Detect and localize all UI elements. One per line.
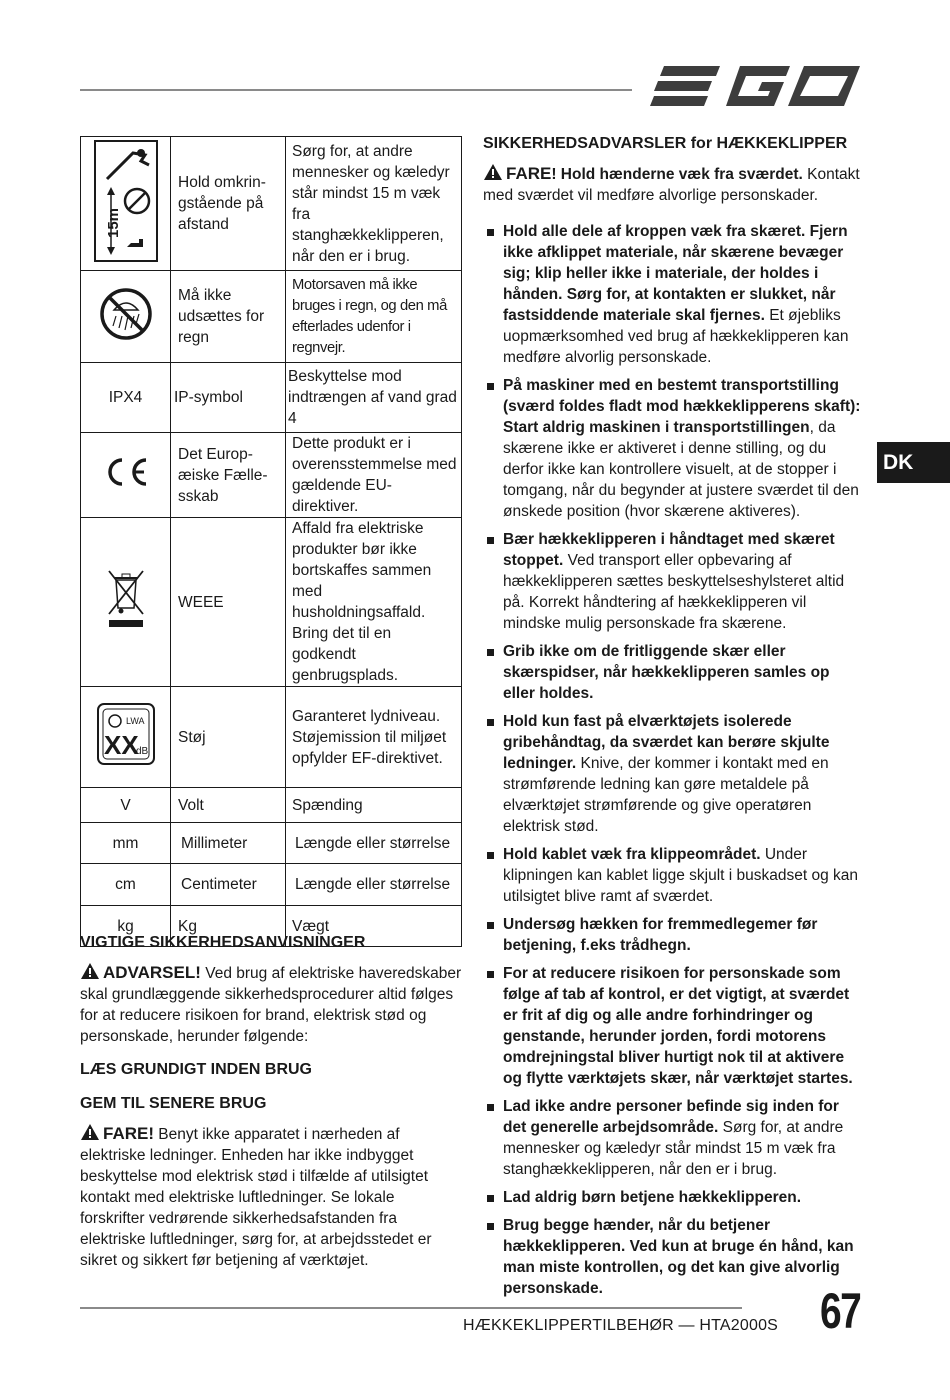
ce-mark-icon: [102, 457, 150, 487]
list-item: For at reducere risikoen for personskade som følge af tab af kontrol, er det vigtigt, at sværdet er frit af dig og alle andre forhindringer og genstande, herunder jorden, fordi motorens omdrejningstal bliver hurtigt nok til at aktivere og flytte værktøjets skær, når værktøjet startes.: [483, 963, 865, 1089]
warning-paragraph: [80, 962, 462, 1047]
table-row: [81, 864, 462, 906]
symbol-description: Længde eller størrelse: [286, 823, 462, 864]
footer-title: HÆKKEKLIPPERTILBEHØR — HTA2000S: [463, 1317, 779, 1334]
symbol-description: Beskyttelse mod indtrængen af vand grad 4: [286, 363, 462, 433]
table-row: [81, 271, 462, 363]
danger-bold-text: ! Hold hænderne væk fra sværdet.: [551, 166, 803, 183]
table-row: [81, 363, 462, 433]
symbol-cell: cm: [81, 864, 171, 906]
svg-text:15m: 15m: [104, 207, 122, 238]
symbol-description: Vægt: [286, 906, 462, 947]
warning-triangle-icon: [483, 163, 503, 181]
list-item: På maskiner med en bestemt transportstilling (sværd foldes fladt mod hækkeklipperens skaft): Start aldrig maskinen i transportstillingen, da skærene ikke er aktiveret i denne stilling, og du derfor ikke kan kontrollere visuelt, at de stopper i tomgang, når du begynder at justere sværdet til den ønskede position (hvor skærene aktiveres).: [483, 375, 865, 522]
header-rule: [80, 89, 632, 91]
read-heading: LÆS GRUNDIGT INDEN BRUG: [80, 1061, 312, 1078]
symbol-cell: V: [81, 788, 171, 823]
symbol-name: WEEE: [171, 518, 286, 687]
danger-paragraph: [483, 163, 865, 206]
table-row: [81, 433, 462, 518]
no-rain-icon: [98, 286, 154, 342]
list-item: Grib ikke om de fritliggende skær eller skærspidser, når hækkeklipperen samles op eller holdes.: [483, 641, 865, 704]
danger-paragraph: [80, 1123, 462, 1271]
symbol-name: Kg: [171, 906, 286, 947]
symbol-cell: [81, 271, 171, 363]
table-row: [81, 687, 462, 788]
danger-text: Kontakt med sværdet vil medføre alvorlige personskader.: [483, 166, 860, 204]
warning-triangle-icon: [80, 962, 100, 980]
safety-bullet-list: [483, 221, 865, 1299]
symbol-name: Volt: [171, 788, 286, 823]
symbol-cell: kg: [81, 906, 171, 947]
symbol-description: Affald fra elektriske produkter bør ikke bortskaffes sammen med husholdningsaffald. Bring det til en godkendt genbrugsplads.: [286, 518, 462, 687]
symbol-cell: [81, 433, 171, 518]
symbol-name: Hold omkrin-gstående på afstand: [171, 137, 286, 271]
danger-label: FARE: [506, 164, 552, 183]
symbol-cell: [81, 687, 171, 788]
language-tab: DK: [877, 442, 950, 483]
hedge-trimmer-warnings-heading: SIKKERHEDSADVARSLER for HÆKKEKLIPPER: [483, 135, 848, 152]
symbol-description: Sørg for, at andre mennesker og kæledyr står mindst 15 m væk fra stanghækkeklipperen, når den er i brug.: [286, 137, 462, 271]
list-item: Bær hækkeklipperen i håndtaget med skæret stoppet. Ved transport eller opbevaring af hækkeklipperen sættes beskyttelseshylsteret altid på. Korrekt håndtering af hækkeklipperen vil mindske mulig personskade fra skærene.: [483, 529, 865, 634]
svg-text:dB: dB: [135, 746, 148, 757]
symbol-description: Motorsaven må ikke bruges i regn, og den må efterlades udenfor i regnvejr.: [286, 271, 462, 363]
list-item: Brug begge hænder, når du betjener hækkeklipperen. Ved kun at bruge én hånd, kan man miste kontrollen, og det kan give alvorlig personskade.: [483, 1215, 865, 1299]
footer-rule: [80, 1307, 742, 1309]
danger-text: Benyt ikke apparatet i nærheden af elektriske ledninger. Enheden har ikke indbygget beskyttelse mod elektrisk stød i tilfælde af utilsigtet kontakt med elektriske luftledninger. Se lokale forskrifter vedrørende sikkerhedsafstanden fra elektriske luftledninger, sørg for, at arbejdsstedet er sikret og sikkert før betjening af værktøjet.: [80, 1126, 432, 1269]
page-number: 67: [820, 1283, 861, 1339]
symbol-cell: mm: [81, 823, 171, 864]
symbol-cell: IPX4: [81, 363, 171, 433]
symbol-name: IP-symbol: [171, 363, 286, 433]
symbol-description: Garanteret lydniveau. Støjemission til miljøet opfylder EF-direktivet.: [286, 687, 462, 788]
list-item: Hold kablet væk fra klippeområdet. Under klipningen kan kablet ligge skjult i buskadset og kan utilsigtet blive ramt af sværdet.: [483, 844, 865, 907]
symbols-table: [80, 136, 462, 947]
warning-label: ADVARSEL!: [103, 963, 201, 982]
symbol-name: Må ikke udsættes for regn: [171, 271, 286, 363]
svg-text:LWA: LWA: [125, 716, 145, 726]
bystander-distance-15m-icon: [93, 139, 159, 263]
symbol-cell: [81, 518, 171, 687]
warning-text: Ved brug af elektriske haveredskaber skal grundlæggende sikkerhedsprocedurer altid følges for at reducere risikoen for brand, elektrisk stød og personskade, herunder følgende:: [80, 965, 462, 1045]
svg-text:XX: XX: [103, 730, 139, 760]
symbol-name: Millimeter: [171, 823, 286, 864]
list-item: Hold alle dele af kroppen væk fra skæret. Fjern ikke afklippet materiale, når skærene bevæger sig; klip heller ikke i materiale, der holdes i hånden. Sørg for, at kontakten er slukket, når fastsiddende materiale skal fjernes. Et øjebliks uopmærksomhed ved brug af hækkeklipperen kan medføre alvorlig personskade.: [483, 221, 865, 368]
symbol-description: Spænding: [286, 788, 462, 823]
symbol-name: Det Europ-æiske Fælle-sskab: [171, 433, 286, 518]
danger-label: FARE!: [103, 1124, 154, 1143]
list-item: Hold kun fast på elværktøjets isolerede gribehåndtag, da sværdet kan berøre skjulte ledninger. Knive, der kommer i kontakt med en strømførende ledning kan gøre metaldele på elværktøjet strømførende og give operatøren elektrisk stød.: [483, 711, 865, 837]
ego-logo: [650, 62, 862, 115]
left-column: [80, 934, 462, 1271]
right-column: [483, 135, 865, 1306]
warning-triangle-icon: [80, 1123, 100, 1141]
table-row: [81, 518, 462, 687]
symbol-cell: [81, 137, 171, 271]
list-item: Lad ikke andre personer befinde sig inden for det generelle arbejdsområde. Sørg for, at andre mennesker og kæledyr står mindst 15 m væk fra stanghækkeklipperen, når den er i brug.: [483, 1096, 865, 1180]
save-heading: GEM TIL SENERE BRUG: [80, 1095, 267, 1112]
table-row: [81, 788, 462, 823]
safety-instructions-heading: VIGTIGE SIKKERHEDSANVISNINGER: [80, 934, 366, 951]
symbol-name: Støj: [171, 687, 286, 788]
weee-crossed-bin-icon: [106, 568, 146, 630]
symbol-description: Længde eller størrelse: [286, 864, 462, 906]
noise-level-icon: [96, 702, 156, 766]
list-item: Lad aldrig børn betjene hækkeklipperen.: [483, 1187, 865, 1208]
table-row: [81, 823, 462, 864]
symbol-name: Centimeter: [171, 864, 286, 906]
symbol-description: Dette produkt er i overensstemmelse med gældende EU-direktiver.: [286, 433, 462, 518]
list-item: Undersøg hækken for fremmedlegemer før betjening, f.eks trådhegn.: [483, 914, 865, 956]
table-row: [81, 137, 462, 271]
